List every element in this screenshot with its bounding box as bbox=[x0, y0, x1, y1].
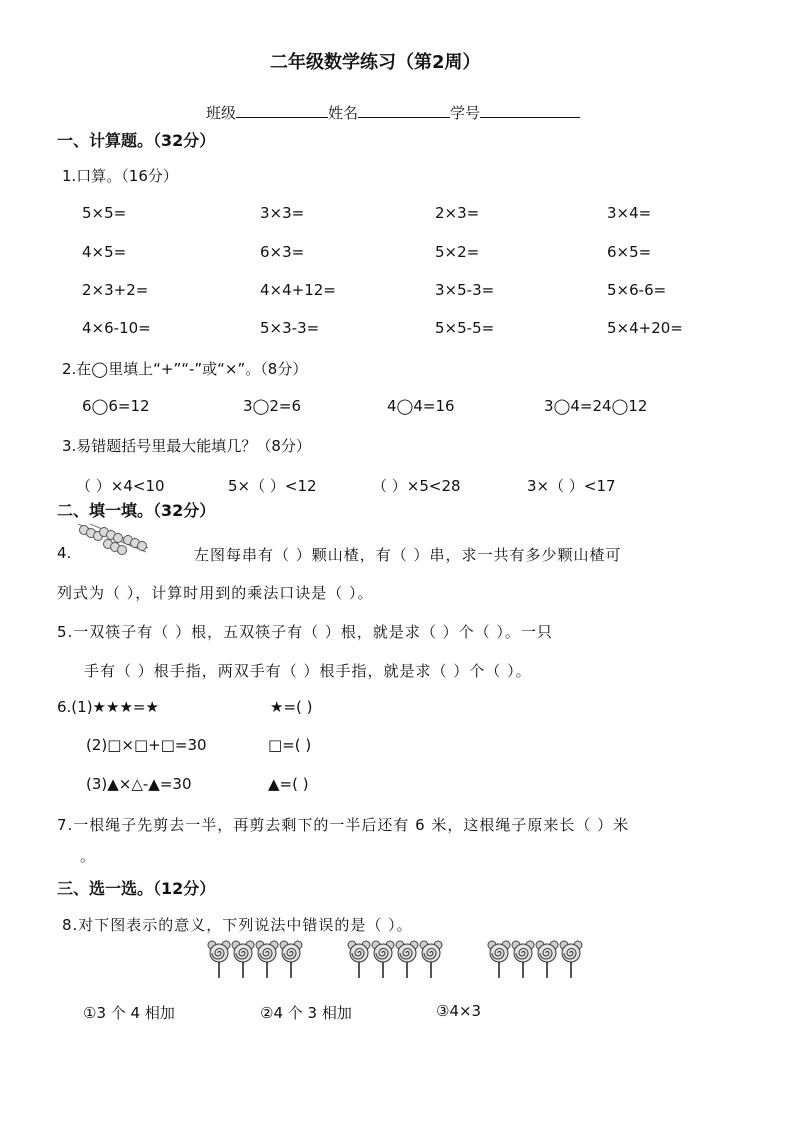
section-3-heading: 三、选一选。（12分） bbox=[57, 879, 216, 898]
q1-item: 6×5= bbox=[607, 243, 652, 261]
q2-heading: 2.在◯里填上“+”“-”或“×”。（8分） bbox=[62, 360, 308, 378]
q7-line-2: 。 bbox=[80, 847, 96, 865]
q1-item: 3×5-3= bbox=[435, 281, 495, 299]
lollipop-icon bbox=[560, 941, 582, 978]
q8-heading: 8.对下图表示的意义，下列说法中错误的是（ ）。 bbox=[62, 916, 413, 934]
q1-item: 4×4+12= bbox=[260, 281, 336, 299]
q3-item: 5×（ ）<12 bbox=[228, 477, 317, 495]
q1-item: 4×5= bbox=[82, 243, 127, 261]
q2-item: 3◯4=24◯12 bbox=[544, 397, 648, 415]
candied-haws-skewers-icon bbox=[74, 522, 154, 556]
q8-option-3: ③4×3 bbox=[436, 1002, 482, 1020]
name-label: 姓名 bbox=[328, 104, 359, 122]
q6-part-3-answer: ▲=( ) bbox=[268, 775, 309, 793]
lollipop-icon bbox=[396, 941, 418, 978]
q3-item: （ ）×4<10 bbox=[76, 477, 165, 495]
lollipop-icon bbox=[232, 941, 254, 978]
lollipop-icon bbox=[208, 941, 230, 978]
class-field[interactable] bbox=[236, 102, 328, 118]
q4-line-2: 列式为（ ），计算时用到的乘法口诀是（ ）。 bbox=[57, 584, 374, 602]
lollipop-icon bbox=[348, 941, 370, 978]
q4-line-1: 左图每串有（ ）颗山楂，有（ ）串，求一共有多少颗山楂可 bbox=[194, 546, 622, 564]
name-field[interactable] bbox=[358, 102, 450, 118]
q1-heading: 1.口算。（16分） bbox=[62, 167, 178, 185]
section-2-heading: 二、填一填。（32分） bbox=[57, 501, 216, 520]
q3-heading: 3.易错题括号里最大能填几？（8分） bbox=[62, 437, 311, 455]
student-id-field[interactable] bbox=[480, 102, 580, 118]
lollipop-icon bbox=[536, 941, 558, 978]
q1-item: 3×4= bbox=[607, 204, 652, 222]
q1-item: 5×6-6= bbox=[607, 281, 667, 299]
lollipop-icon bbox=[256, 941, 278, 978]
page-title: 二年级数学练习（第2周） bbox=[270, 52, 481, 73]
section-1-heading: 一、计算题。（32分） bbox=[57, 131, 216, 150]
q8-option-1: ①3 个 4 相加 bbox=[83, 1004, 175, 1022]
q2-item: 4◯4=16 bbox=[387, 397, 455, 415]
q1-item: 3×3= bbox=[260, 204, 305, 222]
q6-part-3: (3)▲×△-▲=30 bbox=[86, 775, 192, 793]
lollipop-icon bbox=[280, 941, 302, 978]
class-label: 班级 bbox=[206, 104, 237, 122]
student-id-label: 学号 bbox=[450, 104, 481, 122]
q6-part-1-answer: ★=( ) bbox=[270, 698, 313, 716]
student-info-line bbox=[206, 102, 580, 123]
q3-item: 3×（ ）<17 bbox=[527, 477, 616, 495]
lollipop-icon bbox=[420, 941, 442, 978]
q1-item: 5×2= bbox=[435, 243, 480, 261]
q1-item: 6×3= bbox=[260, 243, 305, 261]
q1-item: 5×5= bbox=[82, 204, 127, 222]
q4-number: 4. bbox=[57, 544, 72, 562]
q6-part-1: 6.(1)★★★=★ bbox=[57, 698, 159, 716]
q2-item: 6◯6=12 bbox=[82, 397, 150, 415]
q7-line-1: 7.一根绳子先剪去一半，再剪去剩下的一半后还有 6 米，这根绳子原来长（ ）米 bbox=[57, 816, 630, 834]
q8-option-2: ②4 个 3 相加 bbox=[260, 1004, 352, 1022]
q6-part-2-answer: □=( ) bbox=[268, 736, 312, 754]
q1-item: 4×6-10= bbox=[82, 319, 151, 337]
q1-item: 5×4+20= bbox=[607, 319, 683, 337]
q2-item: 3◯2=6 bbox=[243, 397, 301, 415]
q3-item: （ ）×5<28 bbox=[372, 477, 461, 495]
q1-item: 5×5-5= bbox=[435, 319, 495, 337]
q6-part-2: (2)□×□+□=30 bbox=[86, 736, 207, 754]
lollipop-icon bbox=[372, 941, 394, 978]
lollipop-group-icon bbox=[205, 940, 605, 980]
q5-line-2: 手有（ ）根手指，两双手有（ ）根手指，就是求（ ）个（ ）。 bbox=[84, 662, 532, 680]
lollipop-icon bbox=[512, 941, 534, 978]
q1-item: 2×3+2= bbox=[82, 281, 149, 299]
q1-item: 2×3= bbox=[435, 204, 480, 222]
q5-line-1: 5.一双筷子有（ ）根，五双筷子有（ ）根，就是求（ ）个（ ）。一只 bbox=[57, 623, 553, 641]
q1-item: 5×3-3= bbox=[260, 319, 320, 337]
lollipop-icon bbox=[488, 941, 510, 978]
